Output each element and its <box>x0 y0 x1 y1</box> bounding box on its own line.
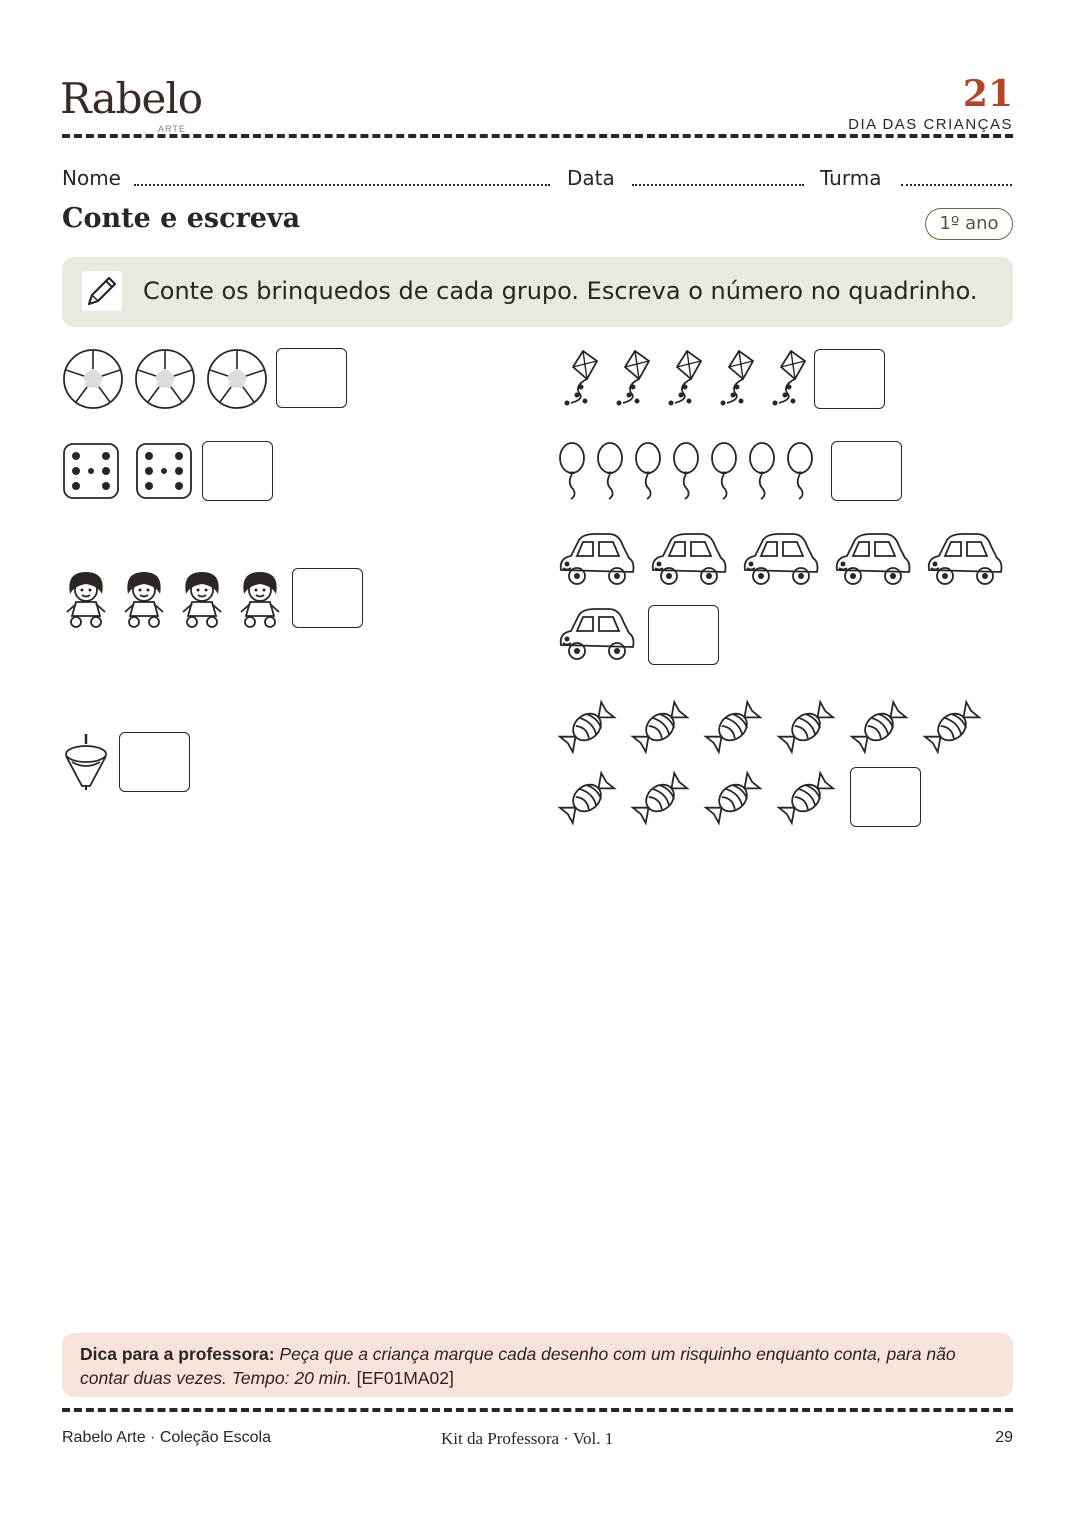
ball-icon <box>206 348 268 410</box>
tip-label: Dica para a professora: <box>80 1344 275 1364</box>
footer-left: Rabelo Arte · Coleção Escola <box>62 1429 271 1446</box>
date-field[interactable] <box>632 184 804 186</box>
balloon-icon <box>747 441 777 501</box>
logo-subtitle: ARTE <box>158 124 186 134</box>
footer-center: Kit da Professora · Vol. 1 <box>441 1429 614 1448</box>
balloon-icon <box>633 441 663 501</box>
doll-icon <box>120 568 168 628</box>
candy-icon <box>849 697 909 757</box>
name-label: Nome <box>62 166 121 190</box>
answer-box[interactable] <box>292 568 363 628</box>
candy-icon <box>922 697 982 757</box>
candy-icon <box>776 768 836 828</box>
car-icon <box>741 530 819 588</box>
doll-icon <box>178 568 226 628</box>
date-label: Data <box>567 166 615 190</box>
kite-icon <box>661 349 703 409</box>
spinning-top-icon <box>62 732 110 792</box>
car-icon <box>557 530 635 588</box>
car-icon <box>925 530 1003 588</box>
balloon-icon <box>671 441 701 501</box>
answer-box[interactable] <box>202 441 273 501</box>
car-icon <box>649 530 727 588</box>
answer-box[interactable] <box>119 732 190 792</box>
kite-icon <box>765 349 807 409</box>
pencil-icon <box>82 271 122 311</box>
answer-box[interactable] <box>831 441 902 501</box>
candy-icon <box>557 768 617 828</box>
candy-icon <box>776 697 836 757</box>
doll-icon <box>62 568 110 628</box>
name-field[interactable] <box>134 184 550 186</box>
balloon-icon <box>709 441 739 501</box>
car-icon <box>557 605 635 663</box>
balloon-icon <box>785 441 815 501</box>
theme-label: DIA DAS CRIANÇAS <box>848 116 1013 133</box>
car-icon <box>833 530 911 588</box>
answer-box[interactable] <box>850 767 921 827</box>
balloon-icon <box>557 441 587 501</box>
grade-badge: 1º ano <box>925 208 1013 240</box>
candy-icon <box>557 697 617 757</box>
balloon-icon <box>595 441 625 501</box>
answer-box[interactable] <box>814 349 885 409</box>
doll-icon <box>236 568 284 628</box>
class-field[interactable] <box>901 184 1012 186</box>
dice-icon <box>62 442 120 500</box>
kite-icon <box>713 349 755 409</box>
candy-icon <box>630 697 690 757</box>
kite-icon <box>557 349 599 409</box>
tip-code: [EF01MA02] <box>356 1368 454 1388</box>
kite-icon <box>609 349 651 409</box>
candy-icon <box>703 697 763 757</box>
page-number: 29 <box>995 1429 1013 1446</box>
answer-box[interactable] <box>648 605 719 665</box>
header-divider <box>62 134 1013 138</box>
ball-icon <box>62 348 124 410</box>
footer-divider <box>62 1408 1013 1412</box>
dice-icon <box>135 442 193 500</box>
candy-icon <box>703 768 763 828</box>
logo: Rabelo <box>60 74 203 123</box>
teacher-tip-text <box>80 1342 995 1390</box>
tip-body: Peça que a criança marque cada desenho com um risquinho enquanto conta, para não contar duas vezes. Tempo: 20 min. <box>80 1344 956 1388</box>
candy-icon <box>630 768 690 828</box>
class-label: Turma <box>820 166 882 190</box>
ball-icon <box>134 348 196 410</box>
sheet-number: 21 <box>962 73 1013 115</box>
instruction-text: Conte os brinquedos de cada grupo. Escreva o número no quadrinho. <box>143 277 978 305</box>
answer-box[interactable] <box>276 348 347 408</box>
activity-title: Conte e escreva <box>62 203 301 234</box>
